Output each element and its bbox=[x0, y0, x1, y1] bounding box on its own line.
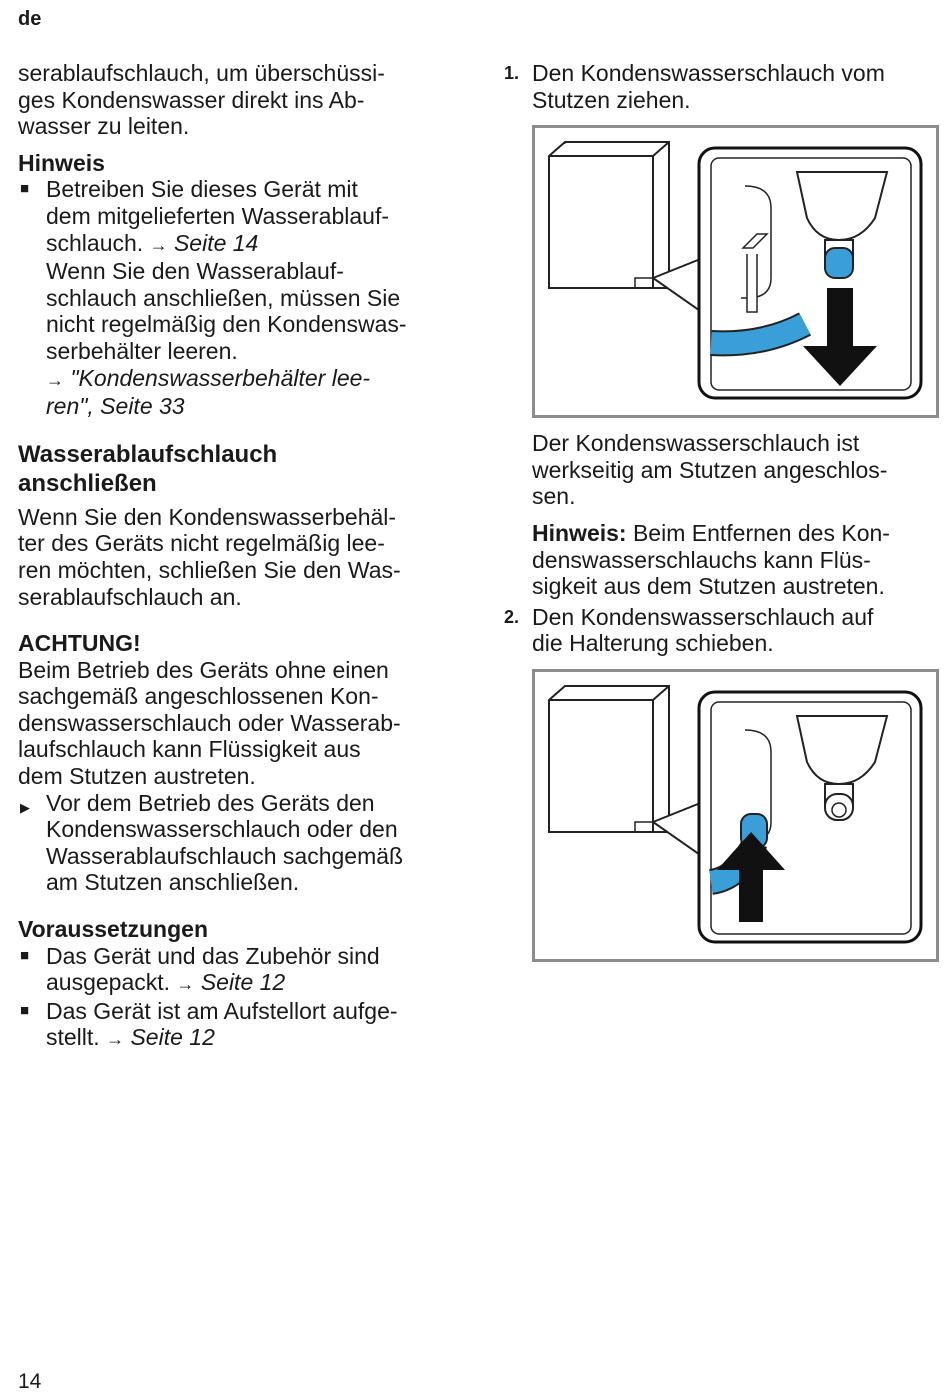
warning-line: denswasserschlauch oder Wasserab- bbox=[18, 709, 401, 736]
step-1-note: Der Kondenswasserschlauch ist werkseitig am Stutzen angeschlos- sen. bbox=[532, 430, 888, 510]
page-reference-link[interactable]: → Seite 12 bbox=[106, 1024, 215, 1051]
hint-line: schlauch. bbox=[46, 229, 144, 256]
section-text-line: ter des Geräts nicht regelmäßig lee- bbox=[18, 530, 385, 557]
action-line: Wasserablaufschlauch sachgemäß bbox=[46, 842, 404, 869]
square-bullet-icon: ■ bbox=[20, 1001, 30, 1019]
warning-heading: ACHTUNG! bbox=[18, 630, 141, 657]
remove-hose-illustration bbox=[535, 128, 936, 415]
page-number: 14 bbox=[18, 1370, 42, 1393]
page-reference-link-cont[interactable]: ren", Seite 33 bbox=[46, 393, 185, 420]
figure-attach-hose-holder bbox=[532, 669, 939, 962]
section-text-line: Wenn Sie den Kondenswasserbehäl- bbox=[18, 503, 397, 530]
hint-heading: Hinweis bbox=[18, 149, 105, 176]
figure-remove-hose bbox=[532, 125, 939, 418]
warning-line: dem Stutzen austreten. bbox=[18, 763, 256, 790]
hint-label: Hinweis: bbox=[532, 519, 627, 546]
attach-hose-illustration bbox=[535, 672, 936, 959]
language-code: de bbox=[18, 8, 42, 30]
hint-line: Betreiben Sie dieses Gerät mit bbox=[46, 176, 358, 203]
arrow-right-icon: → bbox=[106, 1029, 125, 1050]
warning-line: sachgemäß angeschlossenen Kon- bbox=[18, 683, 379, 710]
intro-line: ges Kondenswasser direkt ins Ab- bbox=[18, 86, 365, 113]
hint-line: serbehälter leeren. bbox=[46, 337, 238, 364]
section-text-line: ren möchten, schließen Sie den Was- bbox=[18, 556, 401, 583]
square-bullet-icon: ■ bbox=[20, 946, 30, 964]
step-1: 1. Den Kondenswasserschlauch vom Stutzen ziehen. bbox=[504, 60, 885, 113]
page-reference-link[interactable]: → Seite 12 bbox=[176, 969, 286, 996]
section-text-line: serablaufschlauch an. bbox=[18, 583, 242, 610]
square-bullet-icon: ■ bbox=[20, 180, 30, 198]
arrow-right-icon: → bbox=[46, 369, 64, 390]
prerequisites-heading: Voraussetzungen bbox=[18, 916, 208, 943]
page-reference-link[interactable]: → Seite 14 bbox=[149, 229, 259, 256]
action-line: am Stutzen anschließen. bbox=[46, 869, 300, 896]
left-column bbox=[18, 60, 468, 1053]
section-heading: Wasserablaufschlauch anschließen bbox=[18, 440, 278, 497]
right-column bbox=[504, 60, 944, 962]
step-2: 2. Den Kondenswasserschlauch auf die Halterung schieben. bbox=[504, 603, 874, 657]
warning-action-item bbox=[18, 790, 468, 896]
triangle-bullet-icon: ▶ bbox=[20, 799, 30, 815]
warning-line: laufschlauch kann Flüssigkeit aus bbox=[18, 736, 361, 763]
step-number: 1. bbox=[504, 63, 520, 83]
hint-list-item bbox=[18, 176, 468, 419]
step-1-hint: Hinweis: Beim Entfernen des Kon- denswasserschlauchs kann Flüs- sigkeit aus dem Stutzen austreten. bbox=[532, 519, 890, 600]
appliance-icon bbox=[549, 686, 669, 832]
arrow-right-icon: → bbox=[149, 234, 168, 255]
step-number: 2. bbox=[504, 606, 520, 627]
page-reference-link[interactable]: → "Kondenswasserbehälter lee- bbox=[46, 364, 371, 391]
prereq-item: ■ Das Gerät ist am Aufstellort aufge- stellt. → Seite 12 bbox=[20, 997, 398, 1051]
hint-line: schlauch anschließen, müssen Sie bbox=[46, 284, 401, 311]
intro-line: wasser zu leiten. bbox=[18, 113, 190, 140]
action-line: Vor dem Betrieb des Geräts den bbox=[46, 789, 375, 816]
warning-line: Beim Betrieb des Geräts ohne einen bbox=[18, 656, 389, 683]
hint-line: dem mitgelieferten Wasserablauf- bbox=[46, 202, 390, 229]
action-line: Kondenswasserschlauch oder den bbox=[46, 816, 398, 843]
appliance-icon bbox=[549, 142, 669, 288]
hint-line: Wenn Sie den Wasserablauf- bbox=[46, 258, 344, 285]
prereq-item: ■ Das Gerät und das Zubehör sind ausgepackt. → Seite 12 bbox=[20, 942, 380, 996]
hint-line: nicht regelmäßig den Kondenswas- bbox=[46, 311, 407, 338]
arrow-right-icon: → bbox=[176, 974, 195, 995]
intro-line: serablaufschlauch, um überschüssi- bbox=[18, 60, 385, 86]
